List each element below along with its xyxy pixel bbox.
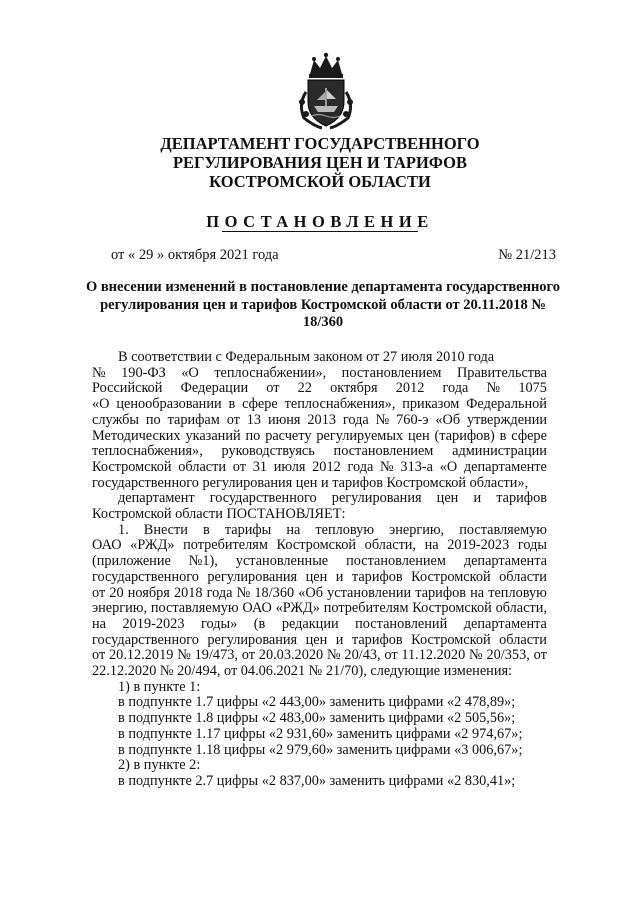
word: постановлений: [355, 615, 448, 632]
document-number: № 21/213: [498, 247, 556, 263]
document-date: от « 29 » октября 2021 года: [111, 247, 279, 263]
word: «Об: [435, 411, 461, 428]
word: года: [442, 380, 469, 397]
word: ценообразовании: [116, 396, 222, 413]
word: указаний: [185, 427, 241, 444]
word: 31: [252, 458, 268, 475]
word: «Об: [298, 584, 323, 601]
word: регулирования: [207, 568, 298, 585]
body-line-justified: [92, 554, 547, 570]
word: №: [380, 458, 394, 475]
document-body: [92, 350, 547, 790]
word: 313-а: [400, 458, 433, 475]
word: расчету: [265, 427, 312, 444]
word: департаменте: [463, 458, 547, 475]
word: и: [335, 631, 344, 648]
word: Федерации: [180, 380, 249, 397]
word: тепловую: [315, 521, 375, 538]
word: Правительства: [456, 364, 547, 381]
document-type-title: ПОСТАНОВЛЕНИЕ: [206, 212, 434, 231]
subject-line: регулирования цен и тарифов Костромской области от 20.11.2018 № 18/360: [100, 296, 546, 330]
body-line-justified: [92, 570, 547, 586]
word: поставляемую: [459, 521, 547, 538]
word: 20/43,: [344, 647, 381, 664]
word: ОАО: [92, 537, 122, 554]
word: годы»: [200, 615, 238, 632]
word: Внести: [143, 521, 188, 538]
department-name: [0, 134, 640, 191]
word: в: [228, 396, 236, 413]
word: от: [92, 584, 106, 601]
department-line: КОСТРОМСКОЙ ОБЛАСТИ: [209, 172, 431, 191]
word: «РЖД»: [275, 600, 320, 617]
word: сфере: [242, 396, 278, 413]
word: редакции: [281, 615, 339, 632]
word: 2018: [173, 584, 203, 601]
word: в: [203, 521, 210, 538]
word: 11.12.2020: [401, 647, 466, 664]
word: руководствуясь: [221, 443, 315, 460]
word: цен: [305, 631, 328, 648]
word: на: [286, 521, 301, 538]
word: Костромской: [412, 600, 492, 617]
word: регулирования: [331, 490, 422, 507]
word: «О: [92, 396, 110, 413]
word: года: [206, 584, 233, 601]
word: Костромской: [411, 631, 491, 648]
subject-line: О внесении изменений в постановление департамента государственного: [85, 279, 561, 295]
word: 19/473,: [194, 647, 238, 664]
word: Костромской: [276, 537, 357, 554]
word: по: [245, 427, 261, 444]
word: октября: [330, 380, 378, 397]
body-line-justified: [92, 586, 547, 602]
word: 20.03.2020: [258, 647, 324, 664]
word: от: [241, 647, 255, 664]
word: ОАО: [242, 600, 272, 617]
word: службы: [92, 411, 140, 428]
word: государственного: [92, 568, 199, 585]
word: на: [92, 615, 106, 632]
word: от: [266, 380, 280, 397]
word: №: [326, 647, 341, 664]
word: от: [232, 458, 246, 475]
word: теплоснабжения»,: [284, 396, 396, 413]
word: года: [347, 458, 374, 475]
list-item: 2) в пункте 2:: [118, 757, 201, 774]
word: сфере: [511, 427, 547, 444]
word: потребителям: [323, 600, 409, 617]
body-line-justified: [92, 381, 547, 397]
word: 20/353,: [486, 647, 530, 664]
body-line-justified: [92, 366, 547, 382]
word: энергию,: [92, 600, 148, 617]
word: области,: [364, 537, 417, 554]
word: области: [499, 631, 547, 648]
word: №: [92, 364, 106, 381]
word: по: [145, 411, 161, 428]
word: Костромской: [92, 458, 172, 475]
word: 20.12.2019: [109, 647, 174, 664]
department-line: РЕГУЛИРОВАНИЯ ЦЕН И ТАРИФОВ: [172, 153, 468, 172]
list-item: 1) в пункте 1:: [118, 678, 201, 695]
list-item: в подпункте 1.7 цифры «2 443,00» заменить цифрами «2 478,89»;: [118, 694, 516, 711]
list-item: в подпункте 1.17 цифры «2 931,60» заменить цифрами «2 974,67»;: [118, 725, 523, 742]
word: цен: [305, 568, 328, 585]
word: области: [499, 568, 547, 585]
word: 18/360: [254, 584, 295, 601]
list-item: в подпункте 1.18 цифры «2 979,60» заменить цифрами «3 006,67»;: [118, 741, 523, 758]
word: и: [335, 568, 344, 585]
word: 2013: [307, 411, 336, 428]
word: Методических: [92, 427, 181, 444]
word: установленные: [235, 553, 329, 570]
word: тарифов: [496, 490, 547, 507]
word: государственного: [209, 490, 317, 507]
body-line: государственного регулирования цен и тарифов Костромской области»,: [92, 474, 529, 491]
title-divider: [222, 231, 418, 232]
word: тарифов: [415, 584, 466, 601]
word: департамента: [463, 615, 547, 632]
word: департамента: [463, 553, 547, 570]
word: на: [424, 537, 439, 554]
word: утверждении: [466, 411, 547, 428]
word: постановлением: [346, 553, 446, 570]
body-line: 22.12.2020 № 20/494, от 04.06.2021 № 21/70), следующие изменения:: [92, 663, 513, 680]
word: тарифы: [224, 521, 272, 538]
word: (в: [253, 615, 266, 632]
word: «О: [439, 458, 458, 475]
word: №: [486, 380, 501, 397]
word: Российской: [92, 380, 163, 397]
word: постановлением: [333, 443, 434, 460]
kostroma-coat-of-arms-icon: [296, 52, 356, 130]
word: в: [499, 427, 507, 444]
body-line: В соответствии с Федеральным законом от 27 июля 2010 года: [118, 349, 495, 365]
body-line-justified: [92, 444, 547, 460]
word: №: [469, 647, 483, 664]
word: Федеральной: [466, 396, 547, 413]
word: ноября: [127, 584, 170, 601]
word: (приложение: [92, 553, 171, 570]
list-item: в подпункте 2.7 цифры «2 837,00» заменить цифрами «2 830,41»;: [118, 772, 516, 789]
word: государственного: [92, 631, 199, 648]
word: №1),: [188, 553, 218, 570]
word: 1075: [518, 380, 547, 397]
body-line-justified: [92, 633, 547, 649]
word: 190-ФЗ: [121, 364, 166, 381]
body-line-justified: [92, 538, 547, 554]
word: регулируемых: [316, 427, 404, 444]
word: цен: [436, 490, 459, 507]
word: энергию,: [389, 521, 445, 538]
body-line-justified: [92, 460, 547, 476]
word: на: [470, 584, 485, 601]
word: регулирования: [207, 631, 298, 648]
body-line-justified: [92, 648, 547, 664]
body-line-justified: [92, 523, 547, 539]
word: 2019-2023: [122, 615, 185, 632]
word: департамент: [118, 490, 195, 507]
word: года: [342, 411, 369, 428]
body-line-justified: [92, 601, 547, 617]
department-line: ДЕПАРТАМЕНТ ГОСУДАРСТВЕННОГО: [160, 134, 480, 153]
word: тарифов: [351, 631, 403, 648]
word: от: [92, 647, 106, 664]
word: годы: [517, 537, 547, 554]
word: администрации: [452, 443, 547, 460]
word: 1.: [118, 521, 129, 538]
word: №: [375, 411, 390, 428]
body-line-justified: [92, 413, 547, 429]
word: поставляемую: [150, 600, 239, 617]
word: теплоснабжении»,: [214, 364, 327, 381]
word: цен: [407, 427, 430, 444]
word: от: [384, 647, 398, 664]
word: области,: [495, 600, 547, 617]
body-line-justified: [92, 491, 547, 507]
word: тарифам: [167, 411, 220, 428]
word: установлении: [327, 584, 412, 601]
word: теплоснабжения»,: [92, 443, 203, 460]
word: 760-э: [396, 411, 429, 428]
word: 2019-2023: [447, 537, 510, 554]
body-line-justified: [92, 617, 547, 633]
word: постановлением: [341, 364, 442, 381]
word: 2012: [312, 458, 341, 475]
word: 13: [246, 411, 262, 428]
body-line: Костромской области ПОСТАНОВЛЯЕТ:: [92, 506, 346, 523]
list-item: в подпункте 1.8 цифры «2 483,00» заменить цифрами «2 505,56»;: [118, 710, 516, 727]
document-subject: [84, 279, 562, 332]
word: от: [226, 411, 240, 428]
word: и: [473, 490, 482, 507]
word: от: [533, 647, 547, 664]
word: №: [177, 647, 191, 664]
word: области: [178, 458, 227, 475]
word: приказом: [402, 396, 460, 413]
word: тепловую: [488, 584, 547, 601]
word: потребителям: [183, 537, 268, 554]
body-line-justified: [92, 397, 547, 413]
word: (тарифов): [434, 427, 495, 444]
word: 20: [109, 584, 124, 601]
word: «О: [181, 364, 199, 381]
word: 2012: [395, 380, 425, 397]
word: Костромской: [411, 568, 491, 585]
word: июля: [273, 458, 306, 475]
word: июня: [267, 411, 301, 428]
word: №: [236, 584, 251, 601]
word: «РЖД»: [130, 537, 175, 554]
word: 22: [297, 380, 312, 397]
body-line-justified: [92, 429, 547, 445]
word: тарифов: [351, 568, 403, 585]
